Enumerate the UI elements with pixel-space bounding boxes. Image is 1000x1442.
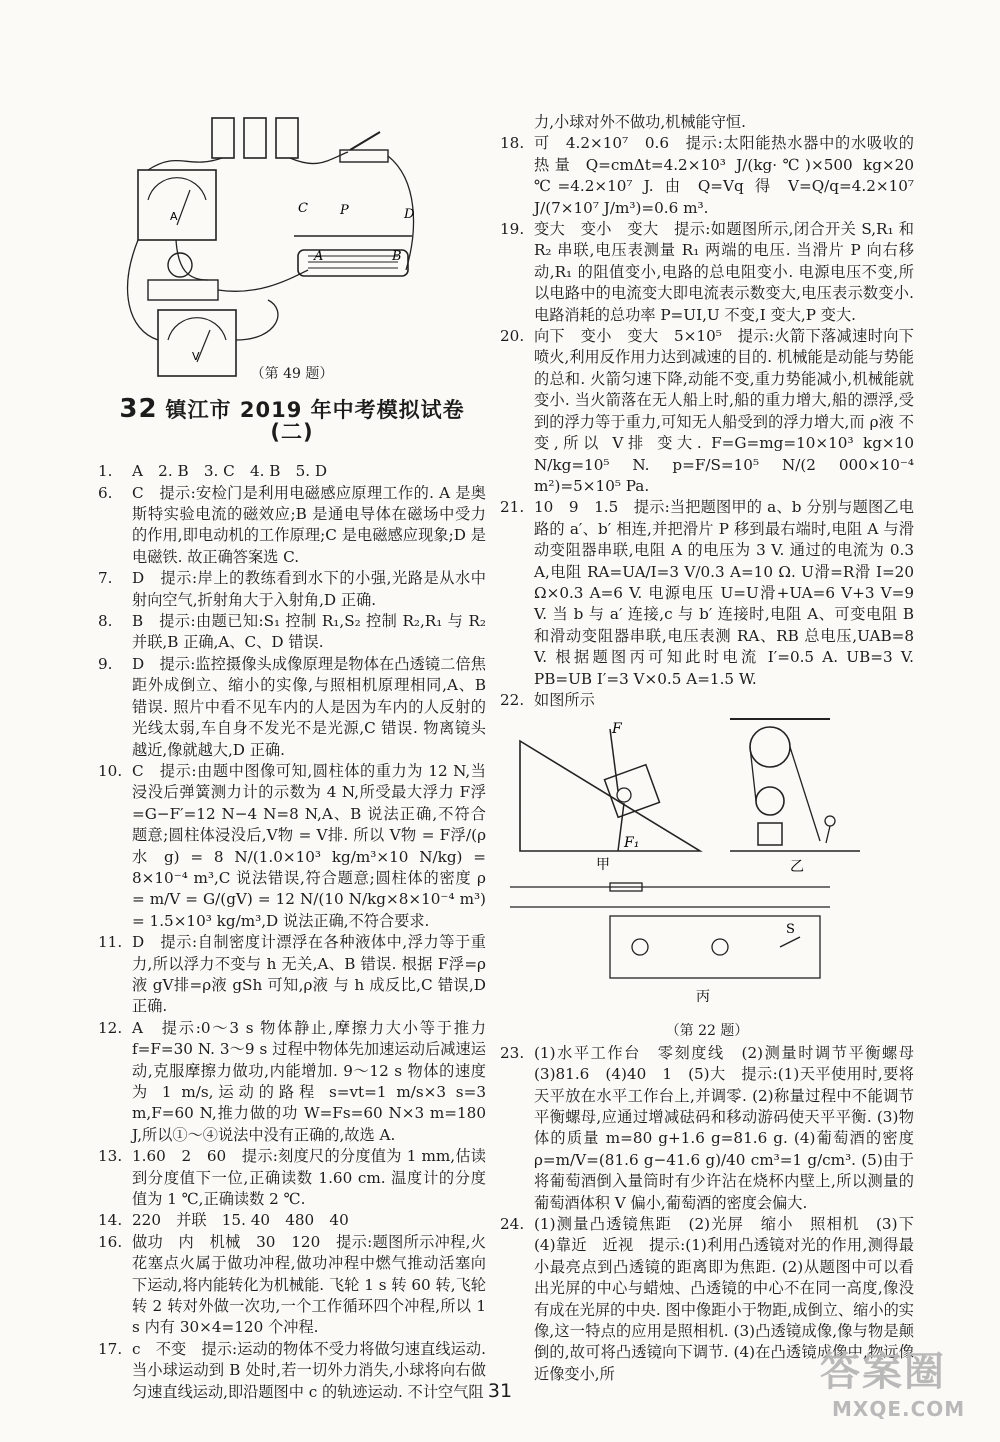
- answer-number: 20.: [500, 327, 525, 346]
- answer-number: 22.: [500, 690, 525, 709]
- answer-text: c 不变 提示:运动的物体不受力将做匀速直线运动. 当小球运动到 B 处时,若一切外力消失,小球将向右做匀速直线运动,即沿题图中 c 的轨迹运动. 不计空气阻: [132, 1339, 486, 1401]
- answer-number: 16.: [98, 1232, 123, 1251]
- watermark-title: 答案圈: [820, 1349, 946, 1395]
- answer-number: 9.: [98, 654, 113, 673]
- voltmeter-label: V: [192, 350, 200, 363]
- answer-item: [500, 326, 914, 497]
- answer-number: 1.: [98, 462, 113, 481]
- page-number: 31: [487, 1380, 513, 1402]
- answer-item: [98, 568, 486, 611]
- answer-number: 13.: [98, 1147, 123, 1166]
- ammeter-label: A: [170, 210, 178, 223]
- force-F1-label: F₁: [624, 835, 640, 852]
- watermark-url: MXQE.COM: [832, 1397, 966, 1421]
- answer-text: 做功 内 机械 30 120 提示:题图所示冲程,火花塞点火属于做功冲程,做功冲程中燃气推动活塞向下运动,将内能转化为机械能. 飞轮 1 s 转 60 转,飞轮转 2 转对外做一次功,一个工作循环四个冲程,所以 1 s 内有 30×4=120 个冲程.: [132, 1232, 486, 1337]
- answer-number: 24.: [500, 1215, 525, 1234]
- answer-number: 7.: [98, 569, 113, 588]
- right-answer-list-continued: [500, 1043, 930, 1386]
- answer-number: 18.: [500, 134, 525, 153]
- figure-49: [118, 0, 486, 364]
- answer-text: 1.60 2 60 提示:刻度尺的分度值为 1 mm,估读到分度值下一位,正确读数 1.60 cm. 温度计的分度值为 1 ℃,正确读数 2 ℃.: [132, 1147, 486, 1209]
- answer-text: C 提示:由题中图像可知,圆柱体的重力为 12 N,当浸没后弹簧测力计的示数为 4 N,所受最大浮力 F浮=G−F′=12 N−4 N=8 N,A、B 说法正确,不符合题意;圆柱体浸没后,V物 = V排. 所以 V物 = F浮/(ρ水 g) = 8 N/(1.0×10³ kg/m³×10 N/kg) = 8×10⁻⁴ m³,C 说法错误,符合题意;圆柱体的密度 ρ = m/V = G/(gV) = 12 N/(10 N/kg×8×10⁻⁴ m³) = 1.5×10³ kg/m³,D 说法正确,不符合要求.: [132, 761, 486, 930]
- right-answer-list: [500, 112, 914, 711]
- answer-item: [98, 1018, 486, 1146]
- figure-bing-label: 丙: [696, 989, 710, 1006]
- circuit-diagram-49: [118, 110, 478, 440]
- answer-text: 可 4.2×10⁷ 0.6 提示:太阳能热水器中的水吸收的热量 Q=cmΔt=4.2×10³ J/(kg·℃)×500 kg×20 ℃=4.2×10⁷ J. 由 Q=Vq 得 V=Q/q=4.2×10⁷ J/(7×10⁷ J/m³)=0.6 m³.: [534, 134, 914, 217]
- answer-item: [98, 1146, 486, 1210]
- label-D: D: [404, 207, 415, 222]
- answer-text: 10 9 1.5 提示:当把题图甲的 a、b 分别与题图乙电路的 a′、b′ 相连,并把滑片 P 移到最右端时,电阻 A 与滑动变阻器串联,电阻 A 的电压为 3 V. 通过的电流为 0.3 A,电阻 RA=UA/I=3 V/0.3 A=10 Ω. U滑=R滑 I=20 Ω×0.3 A=6 V. 电源电压 U=U滑+UA=6 V+3 V=9 V. 当 b 与 a′ 连接,c 与 b′ 连接时,电阻 A、可变电阻 B 和滑动变阻器串联,电压表测 RA、RB 总电压,UAB=8 V. 根据题图丙可知此时电流 I′=0.5 A. UB=3 V. PB=UB I′=3 V×0.5 A=1.5 W.: [534, 498, 914, 688]
- answer-item: [98, 932, 486, 1018]
- answer-text: 如图所示: [534, 690, 595, 709]
- answer-item: [98, 761, 486, 932]
- answer-text: 向下 变小 变大 5×10⁵ 提示:火箭下落减速时向下喷火,利用反作用力达到减速的目的. 机械能是动能与势能的总和. 火箭匀速下降,动能不变,重力势能减小,机械能就变小. 当火箭落在无人船上时,船的重力增大,船的漂浮,受到的浮力等于重力,可知无人船受到的浮力增大,而 ρ液 不变,所以 V排 变大. F=G=mg=10×10³ kg×10 N/kg=10⁵ N. p=F/S=10⁵ N/(2 000×10⁻⁴ m²)=5×10⁵ Pa.: [534, 327, 914, 495]
- answer-item: [500, 1043, 930, 1214]
- answer-number: 10.: [98, 761, 123, 780]
- answer-item: [500, 219, 914, 326]
- answer-item: [500, 690, 914, 711]
- left-column: [98, 0, 486, 1403]
- answer-item: [98, 611, 486, 654]
- answer-text: C 提示:安检门是利用电磁感应原理工作的. A 是奥斯特实验电流的磁效应;B 是通电导体在磁场中受力的作用,即电动机的工作原理;C 是电磁感应现象;D 是电磁铁. 故正确答案选 C.: [132, 483, 486, 566]
- answer-number: 23.: [500, 1043, 525, 1062]
- answer-item: [98, 483, 486, 569]
- answer-item: [98, 1232, 486, 1339]
- figure-22: [500, 711, 914, 1021]
- answer-text: (1)测量凸透镜焦距 (2)光屏 缩小 照相机 (3)下 (4)靠近 近视 提示:(1)利用凸透镜对光的作用,测得最小最亮点到凸透镜的距离即为焦距. (2)从题图中可以看出光屏的中心与蜡烛、凸透镜的中心不在同一高度,像没有成在光屏的中央. 图中像距小于物距,成倒立、缩小的实像,这一特点的应用是照相机. (3)凸透镜成像,像与物是颠倒的,故可将凸透镜向下调节. (4)在凸透镜成像中,物远像近像变小,所: [534, 1215, 930, 1383]
- answer-text: 变大 变小 变大 提示:如题图所示,闭合开关 S,R₁ 和 R₂ 串联,电压表测量 R₁ 两端的电压. 当滑片 P 向右移动,R₁ 的阻值变小,电路的总电阻变小. 电源电压不变,所以电路中的电流变大即电流表示数变大,电压表示数变小. 电路消耗的总功率 P=UI,U 不变,I 变大,P 变大.: [534, 220, 914, 324]
- force-F-label: F: [612, 721, 622, 738]
- answer-item: [500, 112, 914, 133]
- watermark-logo: [820, 1340, 990, 1438]
- answer-text: 力,小球对外不做功,机械能守恒.: [534, 113, 746, 131]
- answer-text: (1)水平工作台 零刻度线 (2)测量时调节平衡螺母 (3)81.6 (4)40 1 (5)大 提示:(1)天平使用时,要将天平放在水平工作台上,并调零. (2)称量过程中不能调节平衡螺母,应通过增减砝码和移动游码使天平平衡. (3)物体的质量 m=80 g+1.6 g=81.6 g. (4)葡萄酒的密度 ρ=m/V=(81.6 g−41.6 g)/40 cm³=1 g/cm³. (5)由于将葡萄酒倒入量筒时有少许沾在烧杯内壁上,所以测量的葡萄酒体积 V 偏小,葡萄酒的密度会偏大.: [534, 1043, 930, 1212]
- right-column: [500, 112, 930, 1385]
- answer-text: B 提示:由题已知:S₁ 控制 R₁,S₂ 控制 R₂,R₁ 与 R₂ 并联,B 正确,A、C、D 错误.: [132, 612, 486, 652]
- left-answer-list: [98, 461, 486, 1403]
- label-A: A: [314, 249, 324, 264]
- figure-49-caption: （第 49 题）: [250, 366, 334, 382]
- answer-text: D 提示:自制密度计漂浮在各种液体中,浮力等于重力,所以浮力不变与 h 无关,A、B 错误. 根据 F浮=ρ液 gV排=ρ液 gSh 可知,ρ液 与 h 成反比,C 错误,D 正确.: [132, 933, 486, 1016]
- diagram-22: [500, 711, 914, 1011]
- figure-jia-label: 甲: [596, 857, 610, 874]
- figure-yi-label: 乙: [790, 859, 804, 876]
- answer-text: D 提示:监控摄像头成像原理是物体在凸透镜二倍焦距外成倒立、缩小的实像,与照相机原理相同,A、B 错误. 照片中看不见车内的人是因为车内的人反射的光线太弱,车自身不发光不是光源,C 错误. 物离镜头越近,像就越大,D 正确.: [132, 654, 486, 759]
- answer-number: 14.: [98, 1211, 123, 1230]
- answer-item: [98, 654, 486, 761]
- label-B: B: [392, 249, 402, 264]
- figure-22-caption: （第 22 题）: [665, 1023, 749, 1040]
- answer-number: 11.: [98, 933, 123, 952]
- answer-number: 6.: [98, 483, 113, 502]
- answer-text: 220 并联 15. 40 480 40: [132, 1211, 349, 1230]
- answer-text: D 提示:岸上的教练看到水下的小强,光路是从水中射向空气,折射角大于入射角,D 正确.: [132, 569, 486, 609]
- switch-S-label: S: [786, 922, 795, 938]
- label-C: C: [298, 201, 308, 216]
- section-title-text: 镇江市 2019 年中考模拟试卷(二): [165, 398, 465, 444]
- answer-item: [98, 1210, 486, 1231]
- answer-number: 19.: [500, 220, 525, 239]
- answer-text: A 2. B 3. C 4. B 5. D: [132, 462, 328, 481]
- label-P: P: [340, 203, 349, 218]
- answer-number: 21.: [500, 498, 525, 517]
- answer-item: [98, 461, 486, 482]
- answer-number: 8.: [98, 612, 113, 631]
- answer-item: [500, 497, 914, 690]
- answer-number: 17.: [98, 1339, 123, 1358]
- answer-text: A 提示:0～3 s 物体静止,摩擦力大小等于推力 f=F=30 N. 3～9 s 过程中物体先加速运动后减速运动,克服摩擦力做功,内能增加. 9～12 s 物体的速度为 1 m/s,运动的路程 s=vt=1 m/s×3 s=3 m,F=60 N,推力做的功 W=Fs=60 N×3 m=180 J,所以①～④说法中没有正确的,故选 A.: [132, 1018, 486, 1144]
- answer-item: [500, 133, 914, 219]
- answer-number: 12.: [98, 1018, 123, 1037]
- section-number: 32: [119, 394, 158, 425]
